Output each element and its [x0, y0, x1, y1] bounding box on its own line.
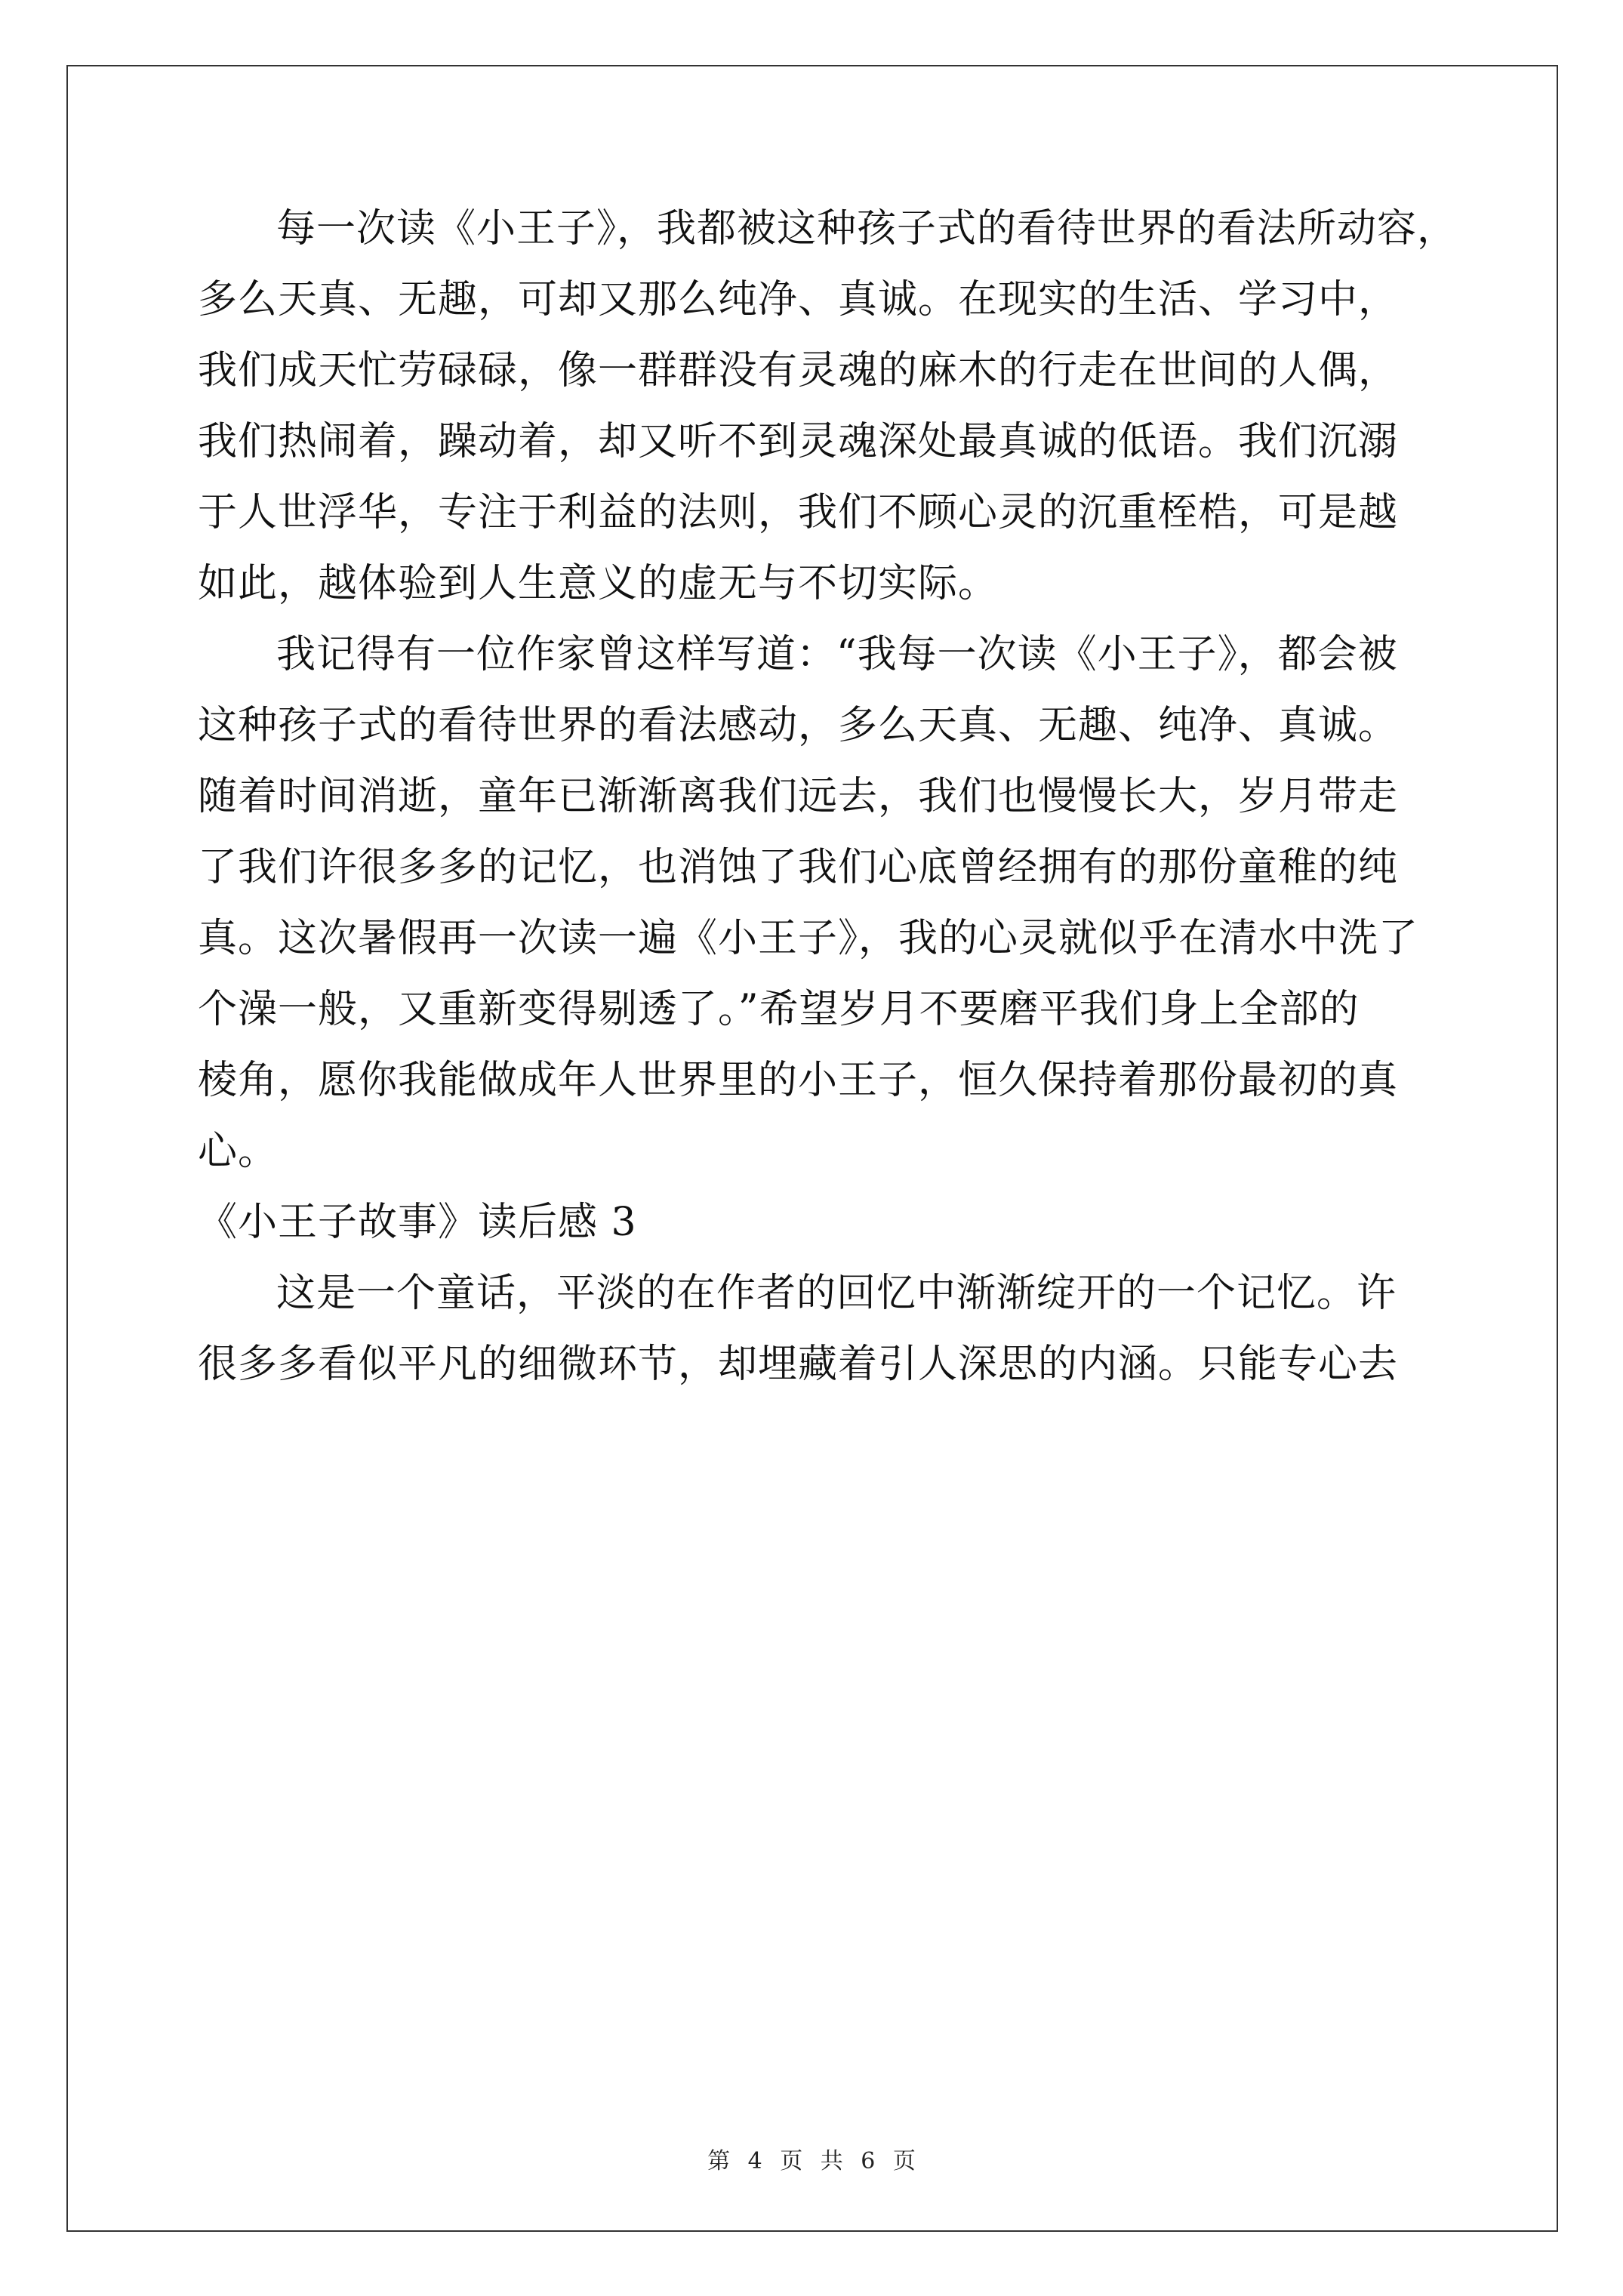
- paragraph-2-line: 个澡一般，又重新变得剔透了。”希望岁月不要磨平我们身上全部的: [198, 987, 1360, 1032]
- paragraph-2-line: 了我们许很多多的记忆，也消蚀了我们心底曾经拥有的那份童稚的纯: [198, 845, 1399, 890]
- paragraph-1-line: 我们热闹着，躁动着，却又听不到灵魂深处最真诚的低语。我们沉溺: [198, 419, 1399, 464]
- paragraph-2-line: 心。: [198, 1129, 279, 1174]
- paragraph-2-line: 这种孩子式的看待世界的看法感动，多么天真、无趣、纯净、真诚。: [198, 703, 1399, 748]
- section-heading: 《小王子故事》读后感 3: [198, 1200, 637, 1245]
- paragraph-1: [198, 193, 1458, 619]
- paragraph-1-line: 我们成天忙劳碌碌，像一群群没有灵魂的麻木的行走在世间的人偶，: [198, 348, 1399, 393]
- paragraph-1-line: 每一次读《小王子》，我都被这种孩子式的看待世界的看法所动容，: [276, 206, 1458, 251]
- paragraph-1-line: 多么天真、无趣，可却又那么纯净、真诚。在现实的生活、学习中，: [198, 277, 1399, 322]
- paragraph-2-line: 真。这次暑假再一次读一遍《小王子》，我的心灵就似乎在清水中洗了: [198, 916, 1419, 961]
- paragraph-2-line: 棱角，愿你我能做成年人世界里的小王子，恒久保持着那份最初的真: [198, 1058, 1399, 1103]
- paragraph-2: [198, 619, 1430, 1187]
- paragraph-2-line: 我记得有一位作家曾这样写道：“我每一次读《小王子》，都会被: [276, 632, 1398, 677]
- paragraph-3: [198, 1258, 1430, 1400]
- paragraph-3-line: 这是一个童话，平淡的在作者的回忆中渐渐绽开的一个记忆。许: [276, 1271, 1397, 1316]
- paragraph-3-line: 很多多看似平凡的细微环节，却埋藏着引人深思的内涵。只能专心去: [198, 1342, 1399, 1387]
- document-body: [198, 193, 1458, 1400]
- paragraph-1-line: 于人世浮华，专注于利益的法则，我们不顾心灵的沉重桎梏，可是越: [198, 490, 1399, 535]
- paragraph-1-line: 如此，越体验到人生意义的虚无与不切实际。: [198, 561, 999, 606]
- paragraph-2-line: 随着时间消逝，童年已渐渐离我们远去，我们也慢慢长大，岁月带走: [198, 774, 1399, 819]
- page-number-footer: 第 4 页 共 6 页: [707, 2148, 916, 2174]
